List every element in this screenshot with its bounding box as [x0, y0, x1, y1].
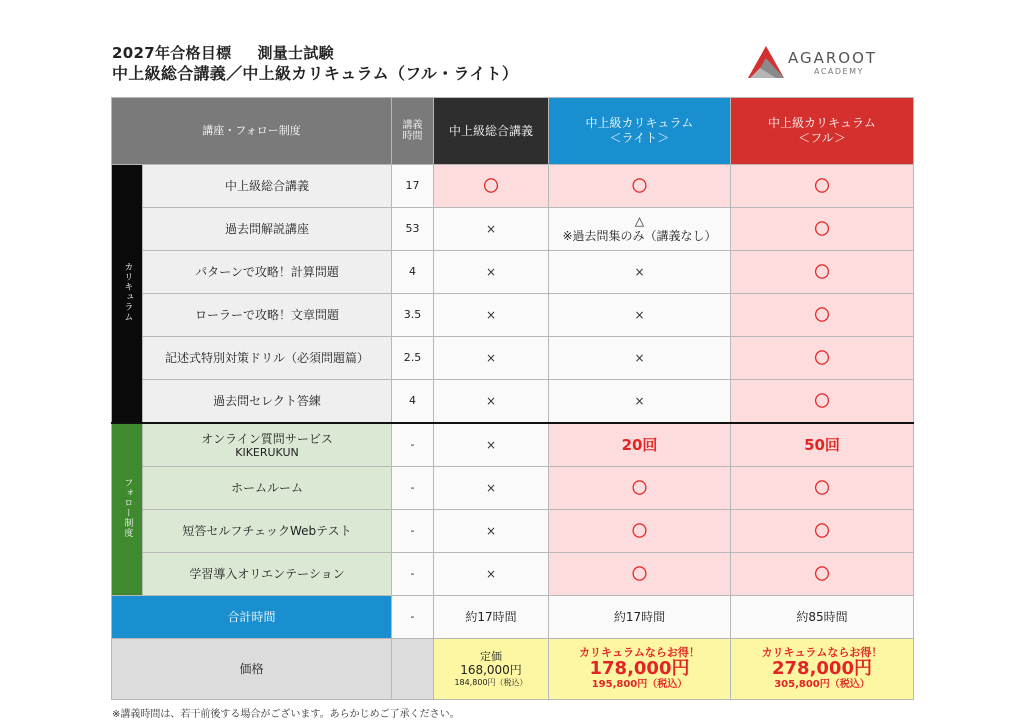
question-count: 20回 — [621, 435, 658, 454]
cross-icon: × — [634, 393, 645, 408]
year-title: 2027年合格目標 — [112, 44, 232, 62]
course-name: ローラーで攻略！文章問題 — [143, 294, 392, 337]
header-plan-general: 中上級総合講義 — [434, 98, 549, 165]
cross-icon: × — [485, 350, 497, 365]
circle-icon: 〇 — [631, 478, 647, 497]
total-label: 合計時間 — [112, 596, 392, 639]
price-plan-full: カリキュラムならお得！ 278,000円 305,800円（税込） — [731, 639, 914, 700]
circle-icon: 〇 — [814, 262, 830, 281]
course-name: パターンで攻略！計算問題 — [143, 251, 392, 294]
table-row — [112, 208, 914, 251]
partial-note: ※過去問集のみ（講義なし） — [562, 229, 717, 243]
course-hours: 3.5 — [392, 294, 434, 337]
course-name: 記述式特別対策ドリル（必須問題篇） — [143, 337, 392, 380]
total-plan-full: 約85時間 — [731, 596, 914, 639]
circle-icon: 〇 — [483, 176, 499, 195]
circle-icon: 〇 — [631, 176, 647, 195]
question-count: 50回 — [804, 435, 840, 454]
course-hours: - — [392, 423, 434, 467]
course-hours: - — [392, 553, 434, 596]
circle-icon: 〇 — [631, 564, 647, 583]
course-hours: 17 — [392, 165, 434, 208]
cross-icon: × — [485, 221, 497, 236]
cross-icon: × — [634, 264, 645, 279]
footnote: ※講義時間は、若干前後する場合がございます。あらかじめご了承ください。 — [112, 709, 460, 720]
course-hours: 4 — [392, 380, 434, 424]
group-label-follow: フォロー制度 — [112, 423, 143, 596]
circle-icon: 〇 — [814, 305, 830, 324]
circle-icon: 〇 — [814, 348, 830, 367]
cross-icon: × — [634, 307, 645, 322]
course-name: オンライン質問サービス KIKERUKUN — [143, 423, 392, 467]
price-row — [112, 639, 914, 700]
table-row — [112, 380, 914, 424]
course-hours: 4 — [392, 251, 434, 294]
cross-icon: × — [485, 523, 497, 538]
cross-icon: × — [485, 307, 497, 322]
course-name: 中上級総合講義 — [143, 165, 392, 208]
total-row — [112, 596, 914, 639]
course-hours: 2.5 — [392, 337, 434, 380]
partial-cell — [549, 208, 731, 251]
table-header-row — [112, 98, 914, 165]
header-course: 講座・フォロー制度 — [112, 98, 392, 165]
course-name: ホームルーム — [143, 467, 392, 510]
circle-icon: 〇 — [814, 564, 830, 583]
page-subtitle: 中上級総合講義／中上級カリキュラム（フル・ライト） — [112, 64, 519, 83]
cross-icon: × — [485, 264, 497, 279]
course-name: 過去問解説講座 — [143, 208, 392, 251]
circle-icon: 〇 — [814, 219, 830, 238]
page-title — [112, 42, 334, 63]
circle-icon: 〇 — [814, 521, 830, 540]
circle-icon: 〇 — [631, 521, 647, 540]
group-label-curriculum: カリキュラム — [112, 165, 143, 424]
logo-triangle-icon — [746, 44, 786, 82]
table-row — [112, 553, 914, 596]
circle-icon: 〇 — [814, 478, 830, 497]
table-row — [112, 510, 914, 553]
agaroot-logo — [746, 44, 891, 82]
course-name: 過去問セレクト答練 — [143, 380, 392, 424]
circle-icon: 〇 — [814, 391, 830, 410]
table-row — [112, 294, 914, 337]
course-hours: - — [392, 510, 434, 553]
price-plan-general: 定価 168,000円 184,800円（税込） — [434, 639, 549, 700]
cross-icon: × — [485, 393, 497, 408]
total-plan-light: 約17時間 — [549, 596, 731, 639]
header-hours: 講義時間 — [392, 98, 434, 165]
exam-title: 測量士試験 — [257, 44, 334, 62]
logo-sub: ACADEMY — [814, 67, 864, 76]
cross-icon: × — [485, 480, 497, 495]
cross-icon: × — [634, 350, 645, 365]
course-name: 学習導入オリエンテーション — [143, 553, 392, 596]
cross-icon: × — [485, 566, 497, 581]
circle-icon: 〇 — [814, 176, 830, 195]
table-row — [112, 251, 914, 294]
course-hours: - — [392, 467, 434, 510]
header-plan-light: 中上級カリキュラム ＜ライト＞ — [549, 98, 731, 165]
comparison-table — [111, 97, 914, 700]
price-plan-light: カリキュラムならお得！ 178,000円 195,800円（税込） — [549, 639, 731, 700]
price-label: 価格 — [112, 639, 392, 700]
table-row — [112, 423, 914, 467]
total-plan-general: 約17時間 — [434, 596, 549, 639]
course-hours: 53 — [392, 208, 434, 251]
table-row — [112, 337, 914, 380]
header-plan-full: 中上級カリキュラム ＜フル＞ — [731, 98, 914, 165]
course-name: 短答セルフチェックWebテスト — [143, 510, 392, 553]
table-row — [112, 467, 914, 510]
logo-name: AGAROOT — [788, 49, 878, 67]
table-row — [112, 165, 914, 208]
triangle-icon: △ — [634, 214, 645, 228]
cross-icon: × — [485, 437, 497, 452]
total-hours: - — [392, 596, 434, 639]
